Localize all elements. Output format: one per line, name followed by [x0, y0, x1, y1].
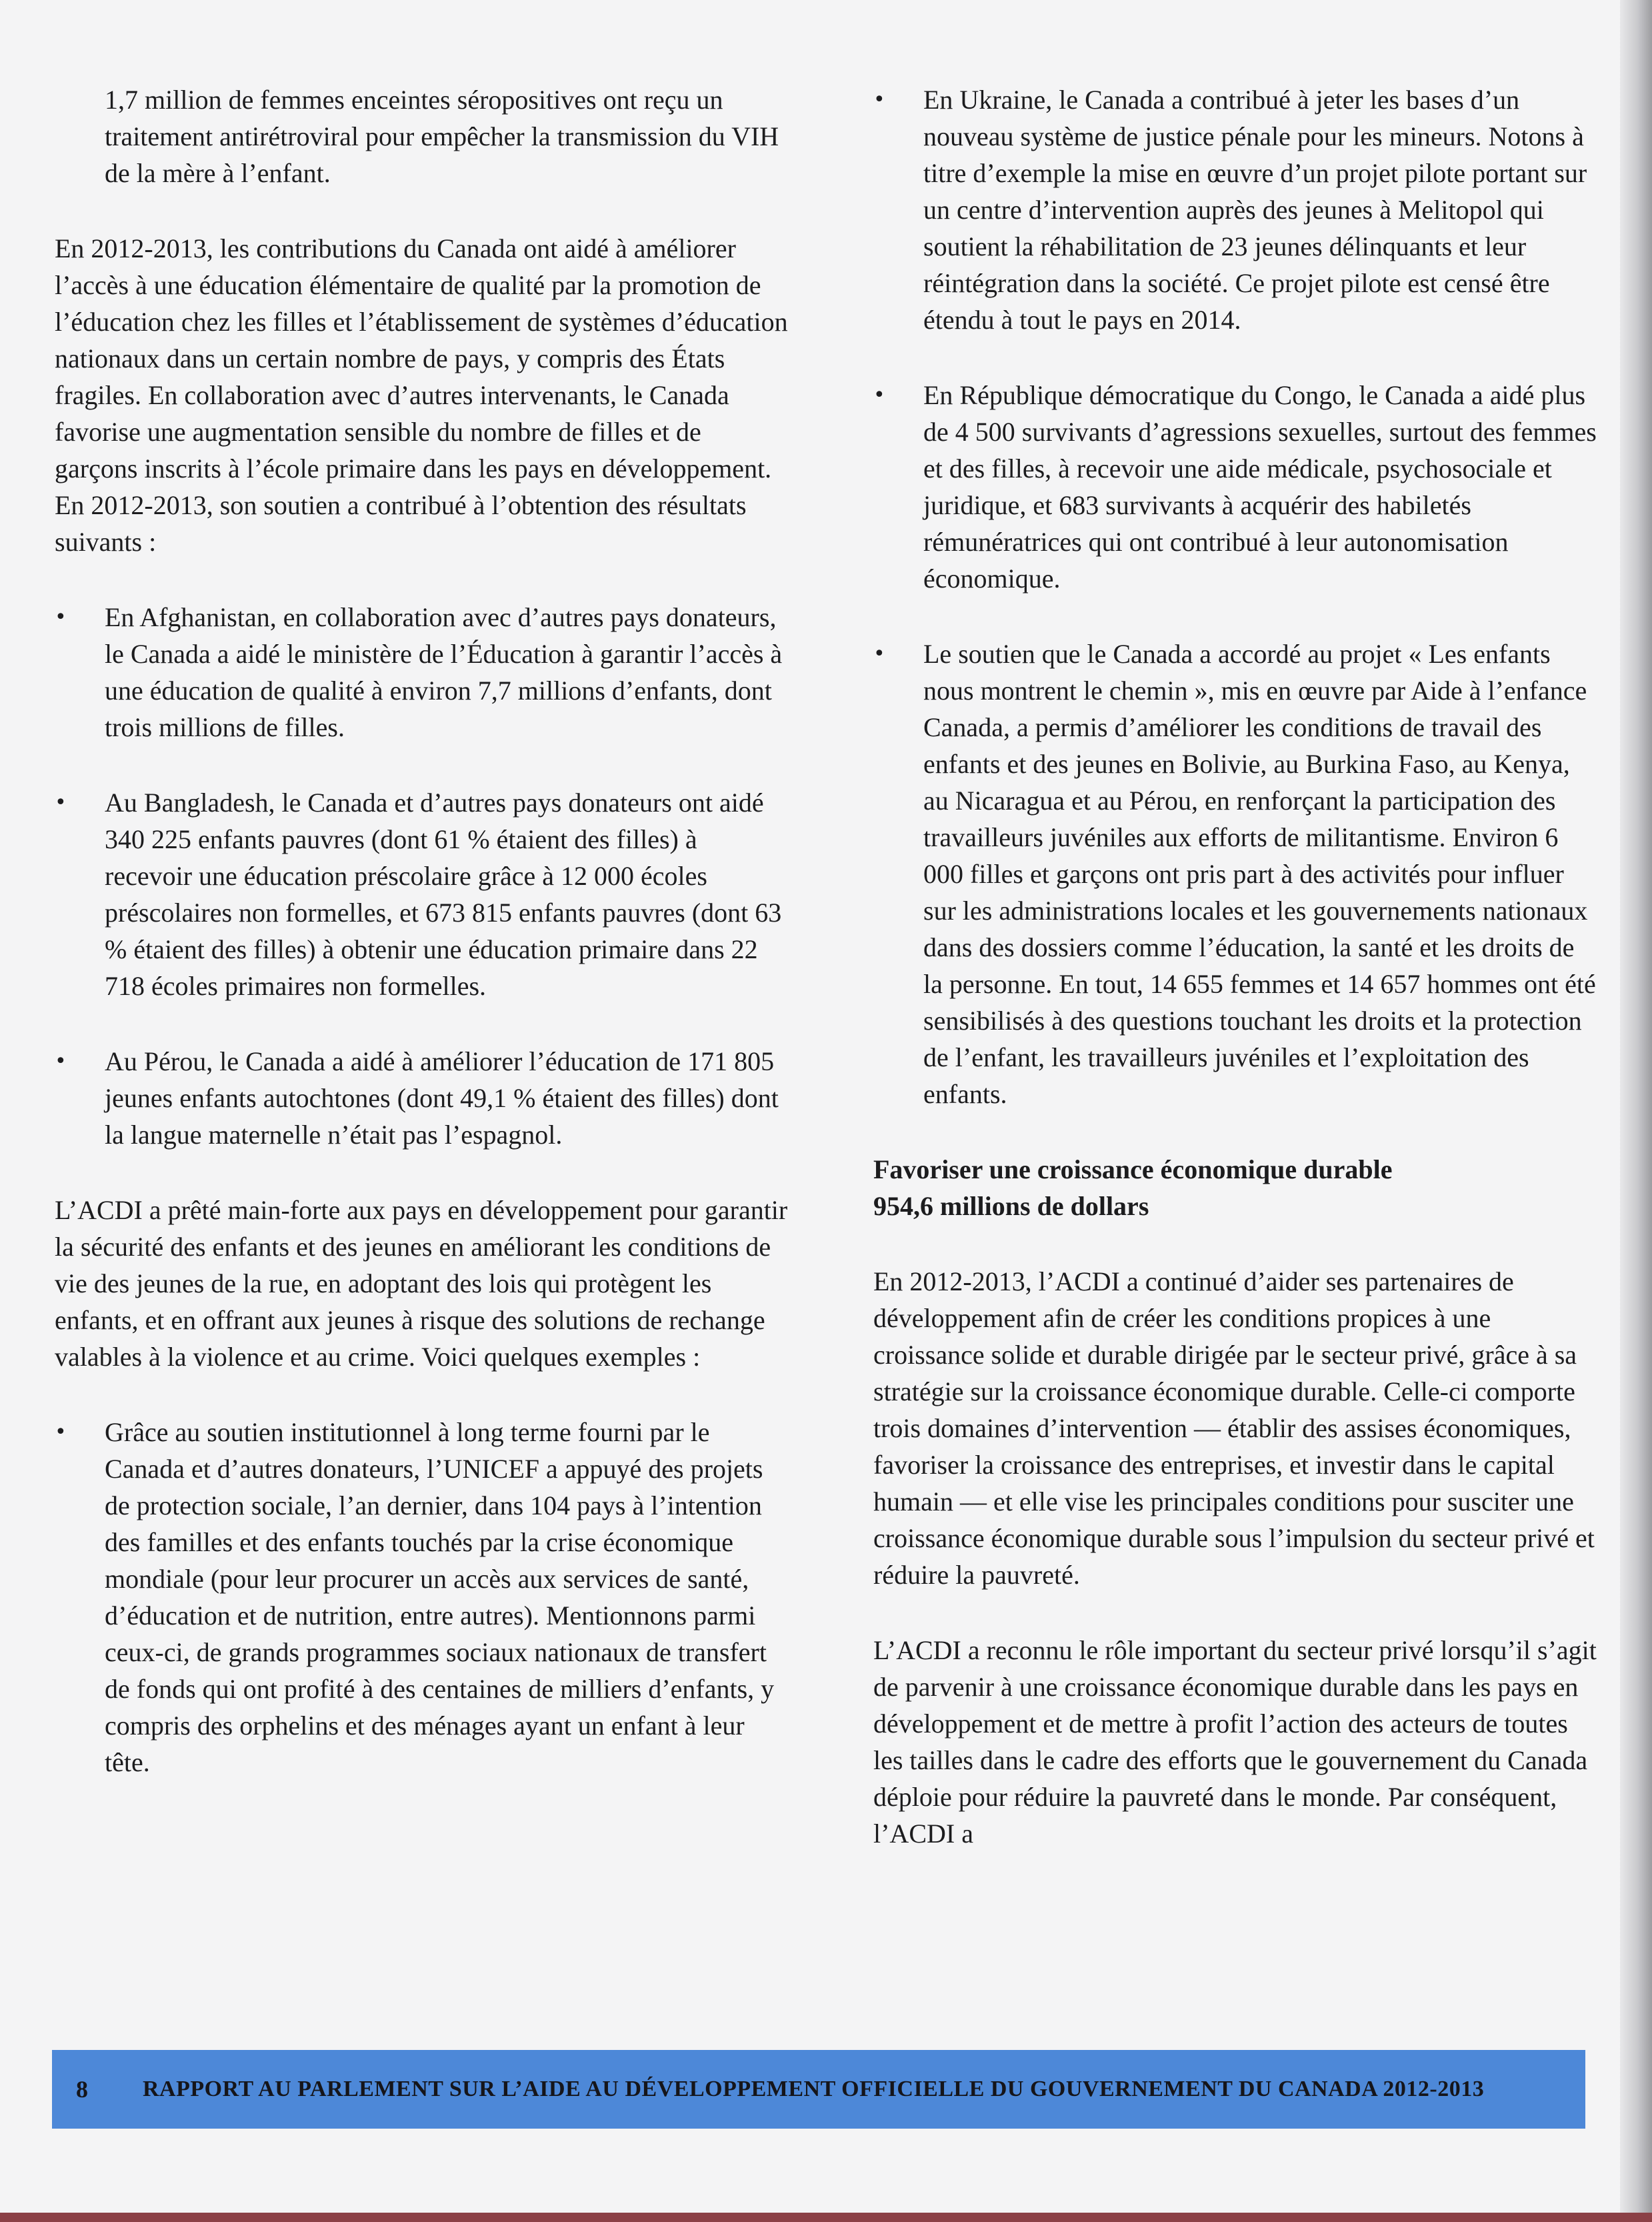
list-item-unicef: [55, 1414, 788, 1781]
bullet-icon: •: [55, 791, 67, 814]
list-item-text: Au Pérou, le Canada a aidé à améliorer l’éducation de 171 805 jeunes enfants autochtones (dont 49,1 % étaient des filles) dont la langue maternelle n’était pas l’espagnol.: [105, 1046, 779, 1150]
intro-continuation: 1,7 million de femmes enceintes séropositives ont reçu un traitement antirétroviral pour empêcher la transmission du VIH de la mère à l’enfant.: [105, 85, 779, 188]
bullet-icon: •: [55, 606, 67, 629]
bullet-icon: •: [55, 1420, 67, 1444]
list-item-peru: [55, 1043, 788, 1153]
bullet-icon: •: [873, 383, 885, 407]
list-item-text: En Afghanistan, en collaboration avec d’autres pays donateurs, le Canada a aidé le ministère de l’Éducation à garantir l’accès à une éducation de qualité à environ 7,7 millions d’enfants, dont trois millions de filles.: [105, 602, 783, 742]
right-column: [873, 81, 1597, 1852]
footer-bar: [52, 2050, 1585, 2129]
bullet-icon: •: [873, 88, 885, 111]
education-paragraph: En 2012-2013, les contributions du Canada ont aidé à améliorer l’accès à une éducation élémentaire de qualité par la promotion de l’éducation chez les filles et l’établissement de systèmes d’éducation nationaux dans un certain nombre de pays, y compris des États fragiles. En collaboration avec d’autres intervenants, le Canada favorise une augmentation sensible du nombre de filles et de garçons inscrits à l’école primaire dans les pays en développement. En 2012-2013, son soutien a contribué à l’obtention des résultats suivants :: [55, 233, 788, 557]
page-number: 8: [76, 2076, 88, 2103]
growth-paragraph: En 2012-2013, l’ACDI a continué d’aider ses partenaires de développement afin de créer les conditions propices à une croissance solide et durable dirigée par le secteur privé, grâce à sa stratégie sur la croissance économique durable. Celle-ci comporte trois domaines d’intervention — établir des assises économiques, favoriser la croissance des entreprises, et investir dans le capital humain — et elle vise les principales conditions pour susciter une croissance économique durable sous l’impulsion du secteur privé et réduire la pauvreté.: [873, 1266, 1595, 1590]
protection-paragraph: L’ACDI a prêté main-forte aux pays en développement pour garantir la sécurité des enfants et des jeunes en améliorant les conditions de vie des jeunes de la rue, en adoptant des lois qui protègent les enfants, et en offrant aux jeunes à risque des solutions de rechange valables à la violence et au crime. Voici quelques exemples :: [55, 1195, 788, 1372]
list-item-text: Le soutien que le Canada a accordé au projet « Les enfants nous montrent le chemin », mis en œuvre par Aide à l’enfance Canada, a permis d’améliorer les conditions de travail des enfants et des jeunes en Bolivie, au Burkina Faso, au Kenya, au Nicaragua et au Pérou, en renforçant la participation des travailleurs juvéniles aux efforts de militantisme. Environ 6 000 filles et garçons ont pris part à des activités pour influer sur les administrations locales et les gouvernements nationaux dans des dossiers comme l’éducation, la santé et les droits de la personne. En tout, 14 655 femmes et 14 657 hommes ont été sensibilisés à des questions touchant les droits et la protection de l’enfant, les travailleurs juvéniles et l’exploitation des enfants.: [923, 639, 1596, 1109]
list-item-text: Au Bangladesh, le Canada et d’autres pays donateurs ont aidé 340 225 enfants pauvres (dont 61 % étaient des filles) à recevoir une éducation préscolaire grâce à 12 000 écoles préscolaires non formelles, et 673 815 enfants pauvres (dont 63 % étaient des filles) à obtenir une éducation primaire dans 22 718 écoles primaires non formelles.: [105, 788, 782, 1001]
list-item-text: En Ukraine, le Canada a contribué à jeter les bases d’un nouveau système de justice pénale pour les mineurs. Notons à titre d’exemple la mise en œuvre d’un projet pilote portant sur un centre d’intervention auprès des jeunes à Melitopol qui soutient la réhabilitation de 23 jeunes délinquants et leur réintégration dans la société. Ce projet pilote est censé être étendu à tout le pays en 2014.: [923, 85, 1587, 335]
running-footer-title: RAPPORT AU PARLEMENT SUR L’AIDE AU DÉVELOPPEMENT OFFICIELLE DU GOUVERNEMENT DU CANADA 2012-2013: [143, 2077, 1485, 2101]
page-bottom-edge: [0, 2213, 1652, 2222]
bullet-icon: •: [873, 642, 885, 666]
list-item-text: Grâce au soutien institutionnel à long terme fourni par le Canada et d’autres donateurs, l’UNICEF a appuyé des projets de protection sociale, l’an dernier, dans 104 pays à l’intention des familles et des enfants touchés par la crise économique mondiale (pour leur procurer un accès aux services de santé, d’éducation et de nutrition, entre autres). Mentionnons parmi ceux-ci, de grands programmes sociaux nationaux de transfert de fonds qui ont profité à des centaines de milliers d’enfants, y compris des orphelins et des ménages ayant un enfant à leur tête.: [105, 1417, 775, 1777]
private-sector-paragraph: L’ACDI a reconnu le rôle important du secteur privé lorsqu’il s’agit de parvenir à une croissance économique durable dans les pays en développement et de mettre à profit l’action des acteurs de toutes les tailles dans le cadre des efforts que le gouvernement du Canada déploie pour réduire la pauvreté dans le monde. Par conséquent, l’ACDI a: [873, 1635, 1597, 1849]
list-item-afghanistan: [55, 599, 788, 746]
page-binding-edge: [1620, 0, 1652, 2222]
list-item-rdc: [873, 377, 1597, 597]
list-item-ukraine: [873, 81, 1597, 338]
list-item-bangladesh: [55, 784, 788, 1004]
section-heading-amount: 954,6 millions de dollars: [873, 1191, 1149, 1221]
bullet-icon: •: [55, 1050, 67, 1073]
list-item-children-lead: [873, 636, 1597, 1112]
section-heading: Favoriser une croissance économique durable: [873, 1154, 1393, 1184]
list-item-text: En République démocratique du Congo, le Canada a aidé plus de 4 500 survivants d’agressions sexuelles, surtout des femmes et des filles, à recevoir une aide médicale, psychosociale et juridique, et 683 survivants à acquérir des habiletés rémunératrices qui ont contribué à leur autonomisation économique.: [923, 380, 1597, 594]
left-column: [55, 81, 788, 1781]
